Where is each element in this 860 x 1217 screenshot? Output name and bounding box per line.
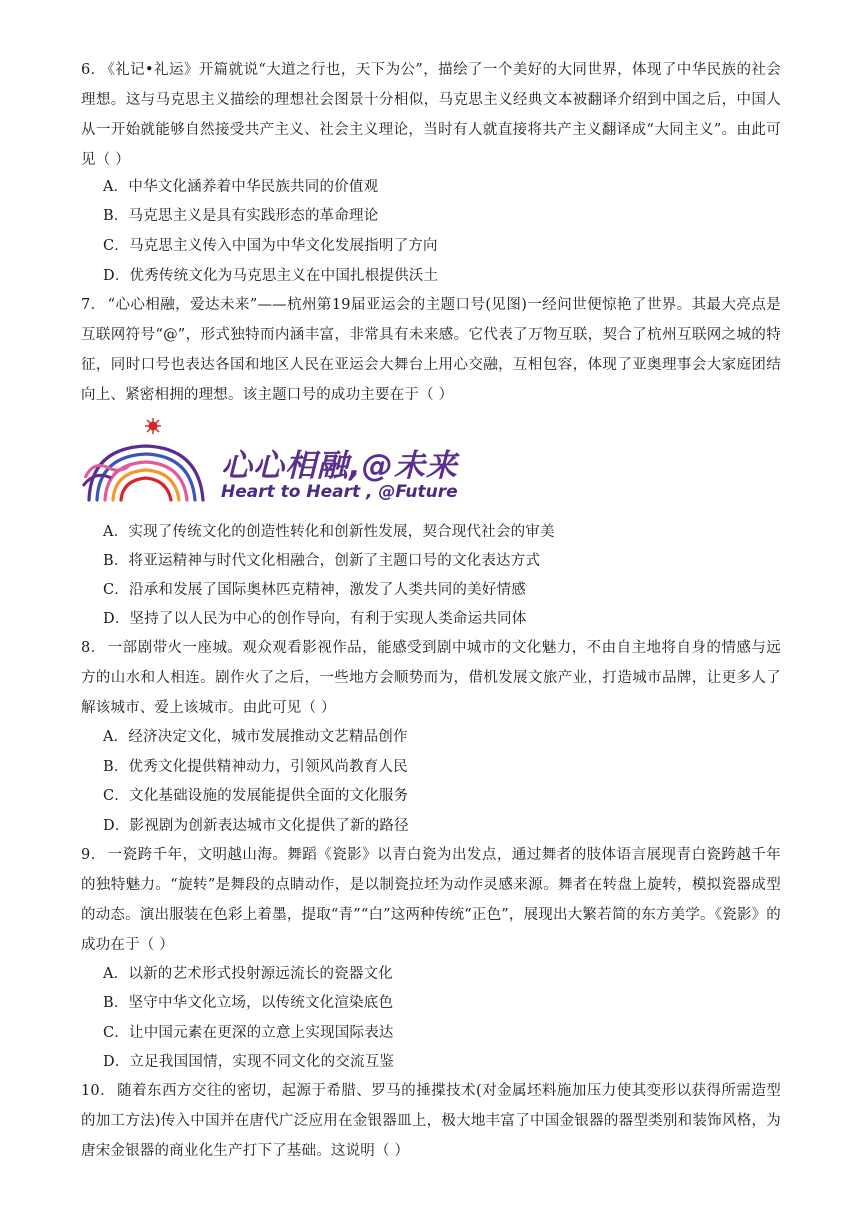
slogan-chinese: 心心相融,@未来 bbox=[221, 448, 458, 484]
question-number: 9． bbox=[81, 847, 106, 863]
question-7-option-d[interactable]: D．坚持了以人民为中心的创作导向，有利于实现人类命运共同体 bbox=[103, 611, 527, 627]
question-text: 随着东西方交往的密切，起源于希腊、罗马的捶揲技术(对金属坯料施加压力使其变形以获得所需造型的加工方法)传入中国并在唐代广泛应用在金银器皿上，极大地丰富了中国金银器的器型类别和装饰风格，为唐宋金银器的商业化生产打下了基础。这说明（ ） bbox=[81, 1083, 781, 1159]
slogan-english: Heart to Heart , @Future bbox=[221, 482, 458, 502]
question-9-option-d[interactable]: D．立足我国国情，实现不同文化的交流互鉴 bbox=[103, 1054, 395, 1070]
question-number: 10． bbox=[81, 1083, 116, 1099]
question-number: 7． bbox=[81, 297, 106, 313]
question-9-option-c[interactable]: C．让中国元素在更深的立意上实现国际表达 bbox=[103, 1025, 394, 1041]
question-7-option-a[interactable]: A．实现了传统文化的创造性转化和创新性发展，契合现代社会的审美 bbox=[103, 524, 555, 540]
question-6-option-d[interactable]: D．优秀传统文化为马克思主义在中国扎根提供沃土 bbox=[103, 268, 439, 284]
question-9-option-b[interactable]: B．坚守中华文化立场，以传统文化渲染底色 bbox=[103, 995, 394, 1011]
question-6-stem bbox=[81, 55, 781, 175]
question-number: 6． bbox=[81, 62, 106, 78]
question-number: 8． bbox=[81, 640, 106, 656]
question-6-option-c[interactable]: C．马克思主义传入中国为中华文化发展指明了方向 bbox=[103, 238, 438, 254]
asian-games-emblem-icon bbox=[81, 418, 211, 508]
question-8-option-b[interactable]: B．优秀文化提供精神动力，引领风尚教育人民 bbox=[103, 759, 408, 775]
question-8-stem bbox=[81, 633, 781, 723]
question-text: 一部剧带火一座城。观众观看影视作品，能感受到剧中城市的文化魅力，不由自主地将自身的情感与远方的山水和人相连。剧作火了之后，一些地方会顺势而为，借机发展文旅产业，打造城市品牌，让更多人了解该城市、爱上该城市。由此可见（ ） bbox=[81, 640, 781, 716]
question-7-option-c[interactable]: C．沿承和发展了国际奥林匹克精神，激发了人类共同的美好情感 bbox=[103, 582, 526, 598]
question-10-stem bbox=[81, 1076, 781, 1166]
question-text: 一瓷跨千年，文明越山海。舞蹈《瓷影》以青白瓷为出发点，通过舞者的肢体语言展现青白瓷跨越千年的独特魅力。“旋转”是舞段的点睛动作，是以制瓷拉坯为动作灵感来源。舞者在转盘上旋转，模拟瓷器成型的动态。演出服装在色彩上着墨，提取“青”“白”这两种传统“正色”，展现出大繁若简的东方美学。《瓷影》的成功在于（ ） bbox=[81, 847, 781, 953]
question-8-option-a[interactable]: A．经济决定文化，城市发展推动文艺精品创作 bbox=[103, 729, 408, 745]
question-7-stem bbox=[81, 290, 781, 410]
question-6-option-b[interactable]: B．马克思主义是具有实践形态的革命理论 bbox=[103, 208, 379, 224]
question-8-option-c[interactable]: C．文化基础设施的发展能提供全面的文化服务 bbox=[103, 788, 409, 804]
question-6-option-a[interactable]: A．中华文化涵养着中华民族共同的价值观 bbox=[103, 179, 379, 195]
question-text: “心心相融，爱达未来”——杭州第19届亚运会的主题口号(见图)一经问世便惊艳了世界。其最大亮点是互联网符号“@”，形式独特而内涵丰富，非常具有未来感。它代表了万物互联，契合了杭州互联网之城的特征，同时口号也表达各国和地区人民在亚运会大舞台上用心交融，互相包容，体现了亚奥理事会大家庭团结向上、紧密相拥的理想。该主题口号的成功主要在于（ ） bbox=[81, 297, 781, 403]
question-9-stem bbox=[81, 840, 781, 960]
question-text: 《礼记•礼运》开篇就说“大道之行也，天下为公”，描绘了一个美好的大同世界，体现了中华民族的社会理想。这与马克思主义描绘的理想社会图景十分相似，马克思主义经典文本被翻译介绍到中国之后，中国人从一开始就能够自然接受共产主义、社会主义理论，当时有人就直接将共产主义翻译成“大同主义”。由此可见（ ） bbox=[81, 62, 781, 168]
question-8-option-d[interactable]: D．影视剧为创新表达城市文化提供了新的路径 bbox=[103, 818, 409, 834]
question-7-option-b[interactable]: B．将亚运精神与时代文化相融合，创新了主题口号的文化表达方式 bbox=[103, 553, 541, 569]
question-9-option-a[interactable]: A．以新的艺术形式投射源远流长的瓷器文化 bbox=[103, 966, 393, 982]
asian-games-slogan-image bbox=[81, 418, 481, 508]
